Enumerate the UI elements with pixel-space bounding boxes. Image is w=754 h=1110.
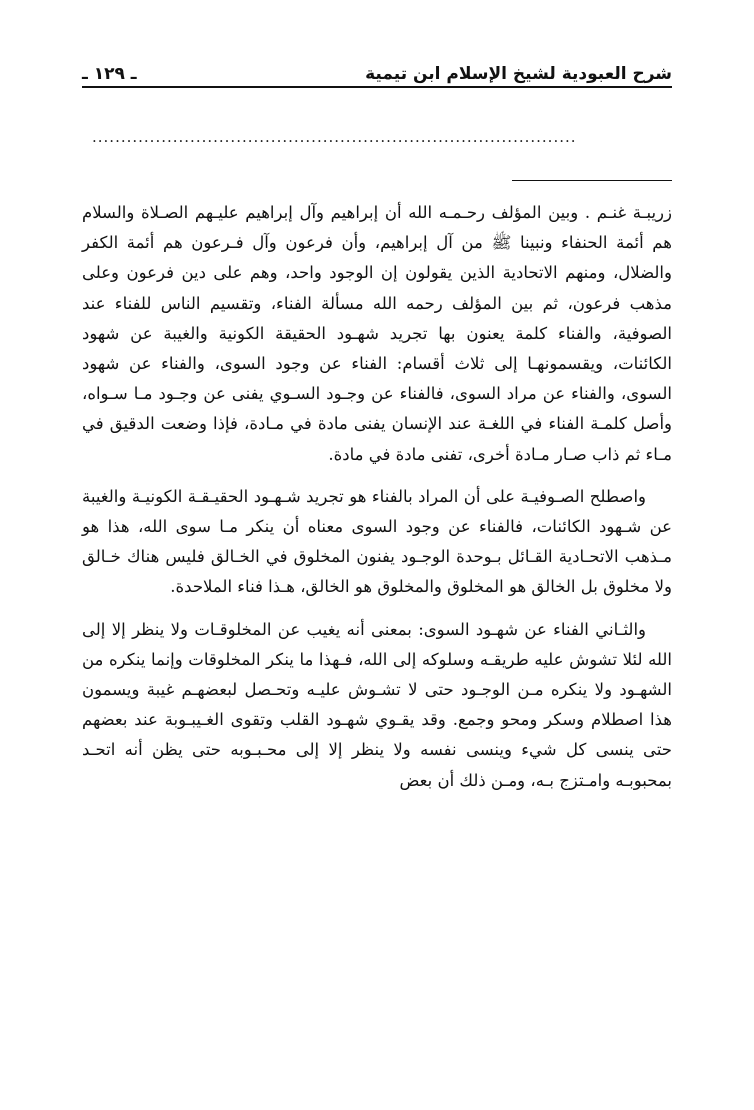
running-title: شرح العبودية لشيخ الإسلام ابن تيمية: [365, 64, 672, 84]
paragraph: واصطلح الصـوفيـة على أن المراد بالفناء هو تجريد شـهـود الحقيـقـة الكونيـة والغيبة عن شـهود الكائنات، فالفناء عن وجود السوى معناه أن ينكر مـا سوى الله، هذا هو مـذهب الاتحـادية القـائل بـوحدة الوجـود يفنون المخلوق في الخـالق فليس هناك خـالق ولا مخلوق بل الخالق هو المخلوق والمخلوق هو الخالق، هـذا فناء الملاحدة.: [82, 486, 672, 597]
paragraph: والثـاني الفناء عن شهـود السوى: بمعنى أنه يغيب عن المخلوقـات ولا ينظر إلا إلى الله لئلا تشوش عليه طريقـه وسلوكه إلى الله، فـهذا ما ينكر المخلوقات وإنما ينكره من الشهـود ولا ينكره مـن الوجـود حتى لا تشـوش عليـه وتحـصل لبعضهـم غيبة ويسمون هذا اصطلام وسكر ومحو وجمع. وقد يقـوي شهـود القلب وتقوى الغـيبـوبة عند بعضهم حتى ينسى كل شيء وينسى نفسه ولا ينظر إلا إلى محـبـوبه حتى يظن أنه اتحـد بمحبوبـه وامـتزج بـه، ومـن ذلك أن بعض: [82, 619, 672, 790]
page-number: ـ ١٢٩ ـ: [82, 64, 137, 84]
paragraph: زريبـة غنـم . وبين المؤلف رحـمـه الله أن إبراهيم وآل إبراهيم عليـهم الصـلاة والسلام هم أئمة الحنفاء ونبينا ﷺ من آل إبراهيم، وأن فرعون وآل فـرعون هم أئمة الكفر والضلال، ومنهم الاتحادية الذين يقولون إن الوجود واحد، وهم على دين فرعون وعلى مذهب فرعون، ثم بين المؤلف رحمه الله مسألة الفناء، وتقسيم الناس للفناء عند الصوفية، والفناء كلمة يعنون بها تجريد شهـود الحقيقة الكونية والغيبة عن شهود الكائنات، ويقسمونهـا إلى ثلاث أقسام: الفناء عن وجود السوى، والفناء عن شهود السوى، والفناء عن مراد السوى، فالفناء عن وجـود السـوي يفنى عن وجـود مـا سـواه، وأصل كلمـة الفناء في اللغـة عند الإنسان يفنى مادة في مـادة، فإذا وضعت الدقيق في مـاء ثم ذاب صـار مـادة أخرى، تفنى مادة في مادة.: [82, 203, 672, 464]
dotted-separator: ....................................................................................: [92, 128, 577, 146]
page-header: [82, 58, 672, 88]
body-text: [82, 198, 672, 808]
section-rule: [512, 180, 672, 181]
